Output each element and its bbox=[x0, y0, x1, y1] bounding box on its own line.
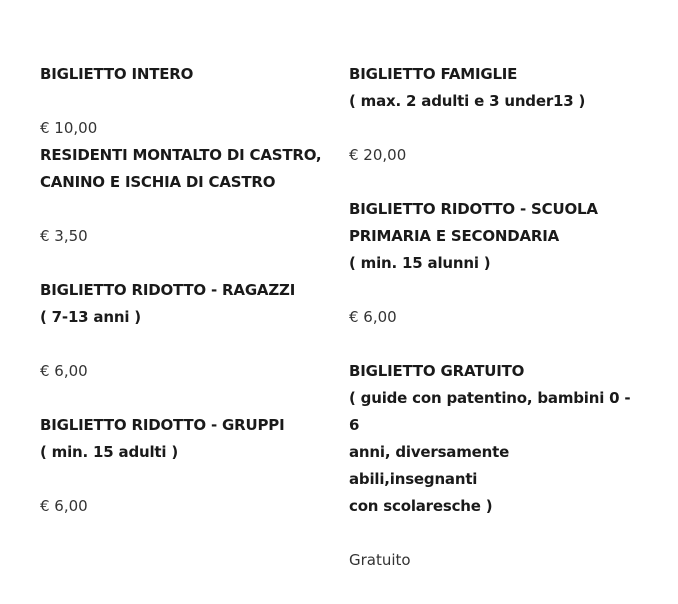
ticket-note: ( max. 2 adulti e 3 under13 ) bbox=[349, 92, 586, 110]
ticket-note: ( min. 15 adulti ) bbox=[40, 443, 179, 461]
ticket-price: € 10,00 bbox=[40, 119, 98, 137]
ticket-title: BIGLIETTO GRATUITO bbox=[349, 362, 525, 380]
ticket-residenti bbox=[40, 142, 330, 250]
ticket-title: RESIDENTI MONTALTO DI CASTRO, CANINO E ISCHIA DI CASTRO bbox=[40, 146, 322, 191]
ticket-title: BIGLIETTO INTERO bbox=[40, 65, 194, 83]
ticket-price: € 6,00 bbox=[349, 308, 397, 326]
ticket-list-right bbox=[349, 61, 639, 601]
ticket-ridotto-gruppi bbox=[40, 412, 330, 520]
ticket-price: € 3,50 bbox=[40, 227, 88, 245]
ticket-title: BIGLIETTO FAMIGLIE bbox=[349, 65, 518, 83]
ticket-list-left bbox=[40, 61, 330, 547]
ticket-note: ( guide con patentino, bambini 0 - 6 anni, diversamente abili,insegnanti con scolaresche ) bbox=[349, 389, 631, 515]
ticket-intero bbox=[40, 61, 330, 142]
ticket-ridotto-ragazzi bbox=[40, 277, 330, 385]
ticket-gratuito bbox=[349, 358, 639, 574]
ticket-price: Gratuito bbox=[349, 551, 411, 569]
ticket-title: BIGLIETTO RIDOTTO - GRUPPI bbox=[40, 416, 285, 434]
ticket-title: BIGLIETTO RIDOTTO - SCUOLA PRIMARIA E SECONDARIA bbox=[349, 200, 598, 245]
ticket-famiglie bbox=[349, 61, 639, 169]
ticket-price: € 6,00 bbox=[40, 362, 88, 380]
ticket-note: ( 7-13 anni ) bbox=[40, 308, 141, 326]
ticket-title: BIGLIETTO RIDOTTO - RAGAZZI bbox=[40, 281, 296, 299]
ticket-note: ( min. 15 alunni ) bbox=[349, 254, 491, 272]
ticket-price: € 6,00 bbox=[40, 497, 88, 515]
ticket-price: € 20,00 bbox=[349, 146, 407, 164]
ticket-ridotto-scuola bbox=[349, 196, 639, 331]
